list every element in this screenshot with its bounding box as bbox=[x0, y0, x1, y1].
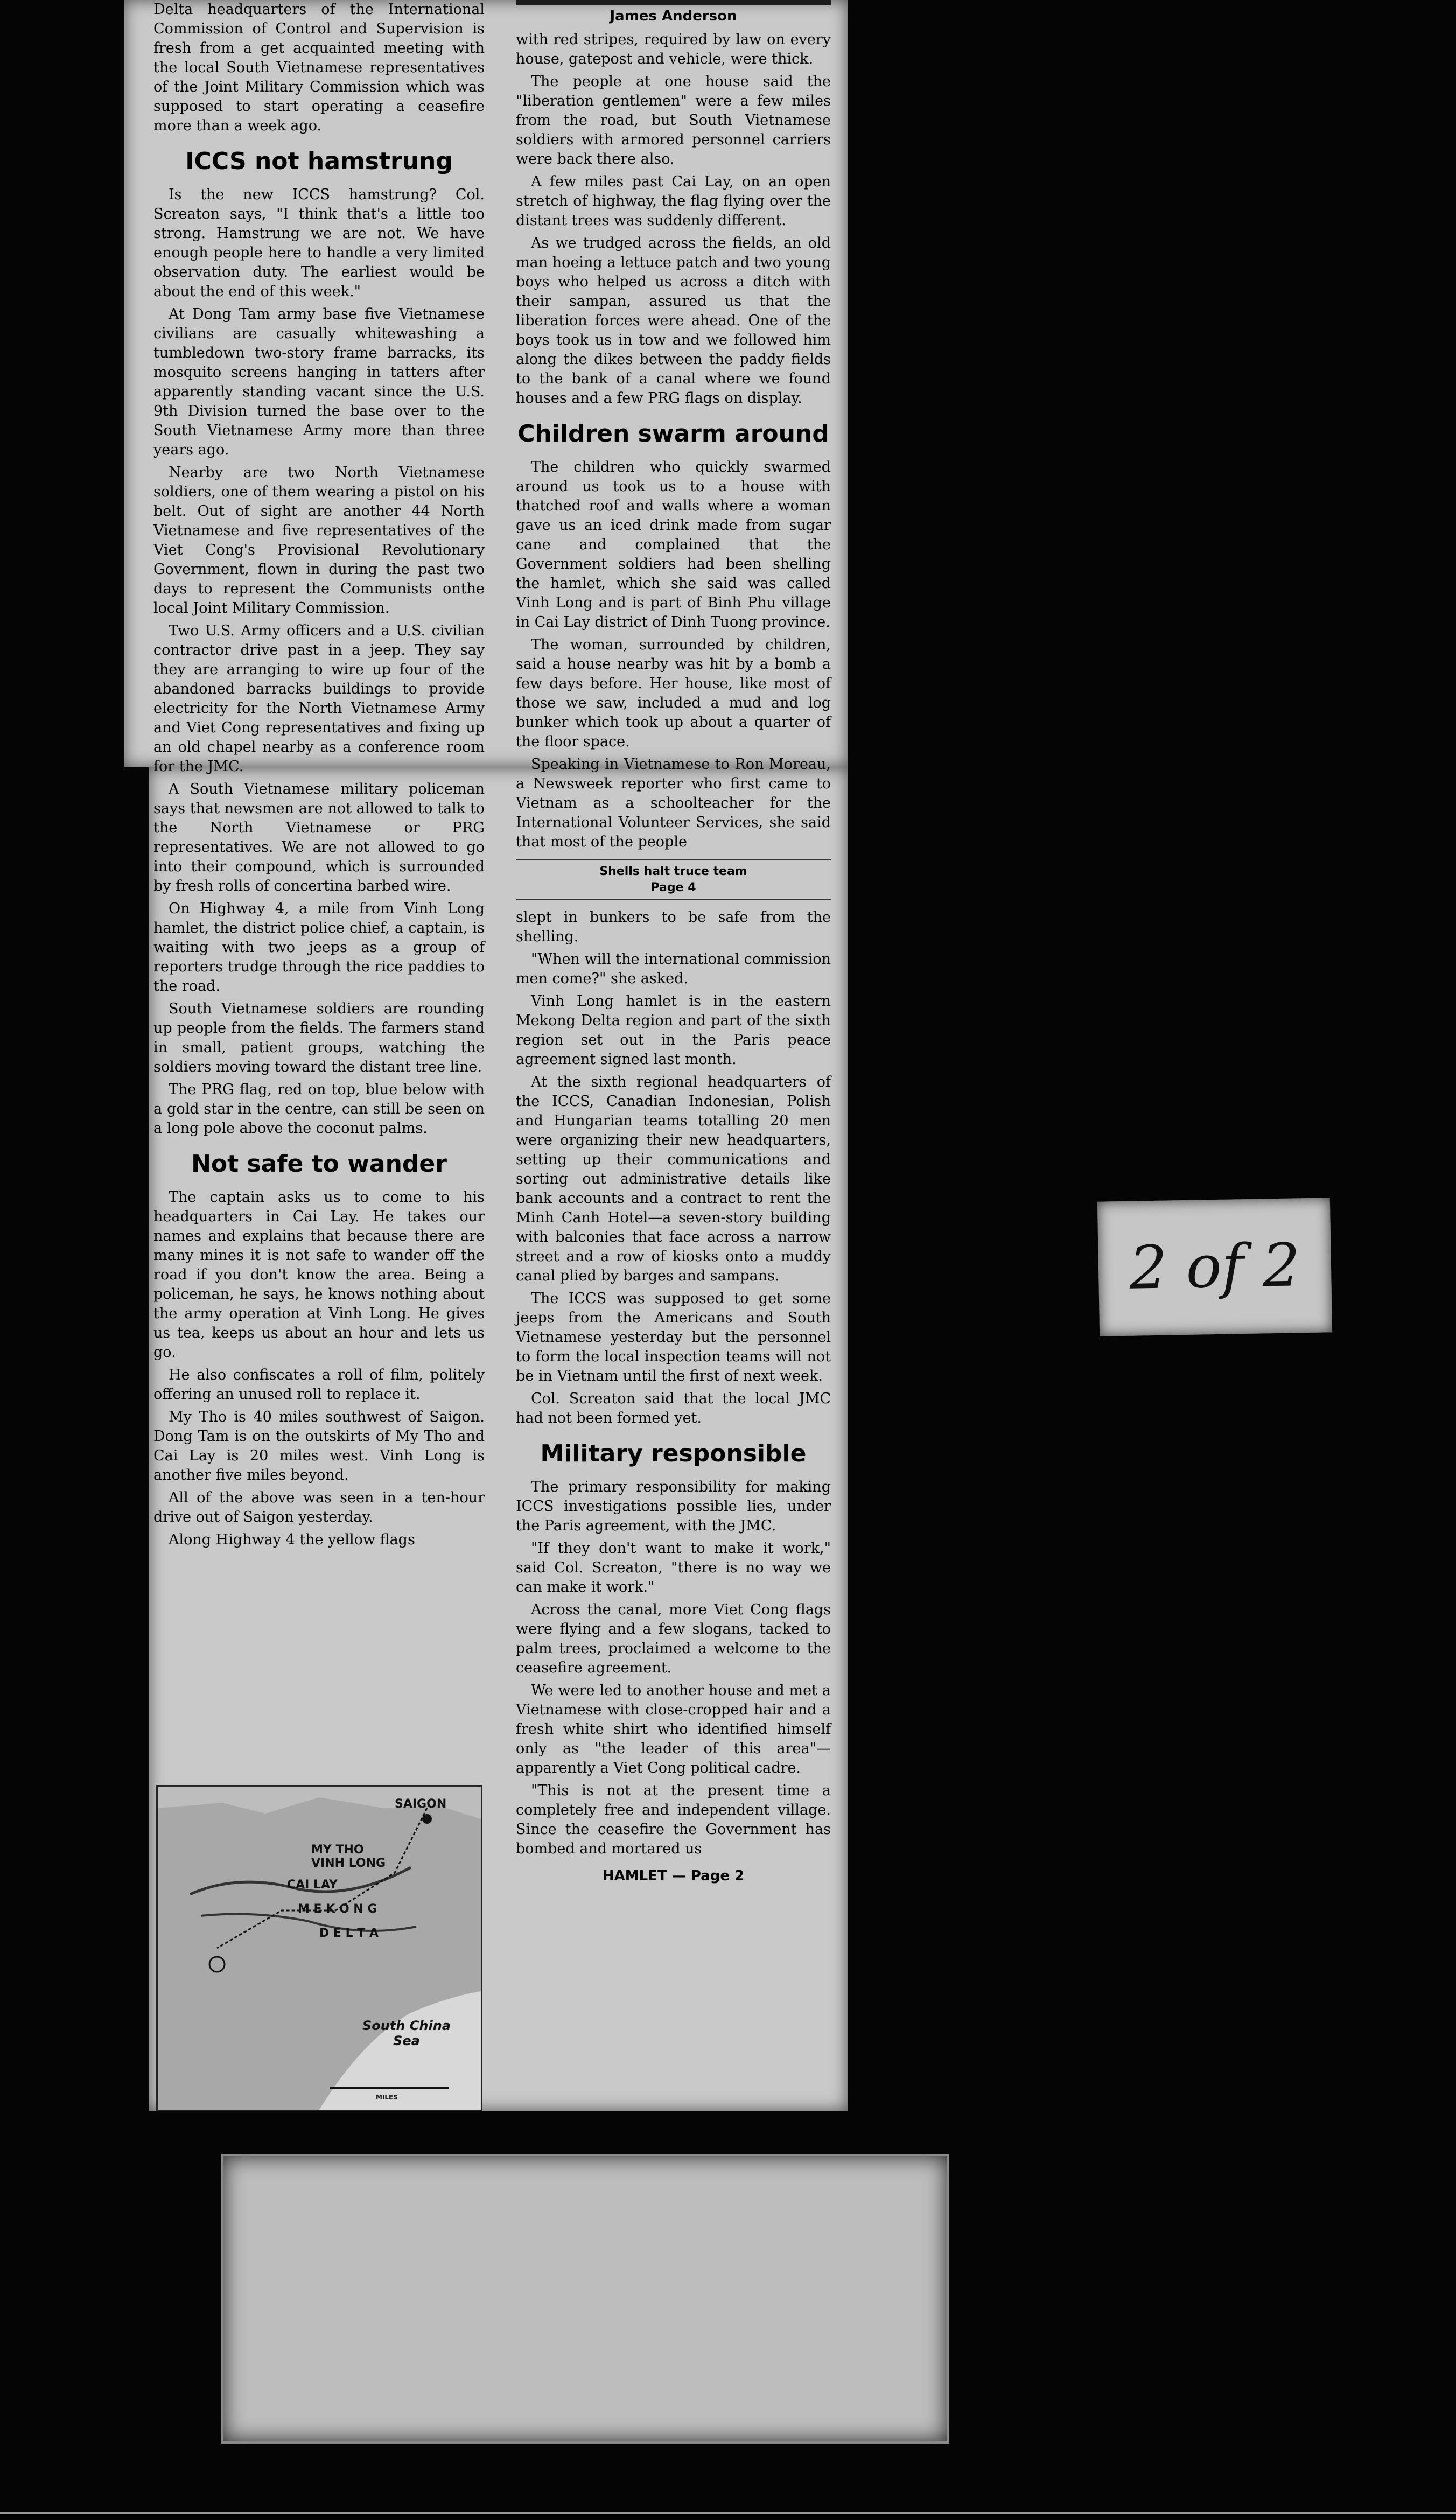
paragraph: Across the canal, more Viet Cong flags were flying and a few slogans, tacked to palm trees, proclaimed a welcome to the ceasefire agreement. bbox=[516, 1601, 831, 1676]
paragraph: The children who quickly swarmed around us took us to a house with thatched roof and walls where a woman gave us an iced drink made from sugar cane and complained that the Government soldiers had been shelling the hamlet, which she said was called Vinh Long and is part of Binh Phu village in Cai Lay district of Dinh Tuong province. bbox=[516, 459, 831, 631]
paragraph: The people at one house said the "liberation gentlemen" were a few miles from the road, but South Vietnamese soldiers with armored personnel carriers were back there also. bbox=[516, 73, 831, 167]
saigon-dot bbox=[422, 1814, 432, 1824]
subheading-iccs-not-hamstrung: ICCS not hamstrung bbox=[185, 148, 453, 175]
map-label-sea bbox=[362, 2018, 451, 2048]
paragraph: At the sixth regional headquarters of the ICCS, Canadian Indonesian, Polish and Hungarian teams totalling 20 men were organizing their new headquarters, setting up their communications and sorting out administrative details like bank accounts and a contract to rent the Minh Canh Hotel—a seven-story building with balconies that face across a narrow street and a row of kiosks onto a muddy canal plied by barges and sampans. bbox=[516, 1074, 831, 1284]
article-right-column bbox=[516, 0, 831, 1886]
paragraph: with red stripes, required by law on every house, gatepost and vehicle, were thick. bbox=[516, 31, 831, 67]
subheading-children-swarm-around: Children swarm around bbox=[517, 420, 829, 447]
paragraph: A few miles past Cai Lay, on an open stretch of highway, the flag flying over the distant trees was suddenly different. bbox=[516, 173, 831, 229]
paragraph: Speaking in Vietnamese to Ron Moreau, a Newsweek reporter who first came to Vietnam as a schoolteacher for the International Volunteer Services, she said that most of the people bbox=[516, 756, 831, 850]
map-label-saigon: SAIGON bbox=[395, 1797, 447, 1811]
map-label-mekong: M E K O N G bbox=[298, 1902, 377, 1916]
paragraph: Along Highway 4 the yellow flags bbox=[169, 1531, 415, 1548]
paragraph: On Highway 4, a mile from Vinh Long hamlet, the district police chief, a captain, is waiting with two jeeps as a group of reporters trudge through the rice paddies to the road. bbox=[153, 900, 485, 995]
paragraph: He also confiscates a roll of film, politely offering an unused roll to replace it. bbox=[153, 1367, 485, 1403]
sea-line-2: Sea bbox=[393, 2033, 420, 2048]
paragraph: At Dong Tam army base five Vietnamese civilians are casually whitewashing a tumbledown two-story frame barracks, its mosquito screens hanging in tatters after apparently standing vacant since the U.S. 9th Division turned the base over to the South Vietnamese Army more than three years ago. bbox=[153, 306, 485, 458]
paragraph: slept in bunkers to be safe from the shelling. bbox=[516, 909, 831, 945]
archive-tag-text: 2 of 2 bbox=[1129, 1230, 1301, 1303]
paragraph: Delta headquarters of the International Commission of Control and Supervision is fresh from a get acquainted meeting with the local South Vietnamese representatives of the Joint Military Commission which was supposed to start operating a ceasefire more than a week ago. bbox=[153, 1, 485, 134]
paragraph: Nearby are two North Vietnamese soldiers, one of them wearing a pistol on his belt. Out of sight are another 44 North Vietnamese and five representatives of the Viet Cong's Provisional Revolutionary Government, flown in during the past two days to represent the Communists onthe local Joint Military Commission. bbox=[153, 464, 485, 617]
paragraph: We were led to another house and met a Vietnamese with close-cropped hair and a fresh white shirt who identified himself only as "the leader of this area"—apparently a Viet Cong political cadre. bbox=[516, 1682, 831, 1776]
map-drawing bbox=[158, 1787, 481, 2110]
paragraph: Col. Screaton said that the local JMC had not been formed yet. bbox=[516, 1390, 831, 1426]
subheading-military-responsible: Military responsible bbox=[540, 1440, 807, 1467]
blank-card bbox=[221, 2154, 949, 2444]
paragraph: The woman, surrounded by children, said a house nearby was hit by a bomb a few days before. Her house, like most of those we saw, included a mud and log bunker which took up about a quarter of the floor space. bbox=[516, 636, 831, 750]
paragraph: Is the new ICCS hamstrung? Col. Screaton says, "I think that's a little too strong. Hamstrung we are not. We have enough people here to handle a very limited observation duty. The earliest would be about the end of this week." bbox=[153, 186, 485, 300]
archive-tag bbox=[1097, 1198, 1332, 1336]
scan-edge-line bbox=[0, 2512, 1456, 2514]
sea-line-1: South China bbox=[362, 2018, 451, 2033]
paragraph: South Vietnamese soldiers are rounding up people from the fields. The farmers stand in small, patient groups, watching the soldiers moving toward the distant tree line. bbox=[153, 1000, 485, 1075]
article-left-column bbox=[153, 0, 485, 1553]
paragraph: The PRG flag, red on top, blue below with a gold star in the centre, can still be seen on a long pole above the coconut palms. bbox=[153, 1081, 485, 1137]
map-label-my-tho: MY THO bbox=[311, 1843, 364, 1857]
paragraph: A South Vietnamese military policeman says that newsmen are not allowed to talk to the North Vietnamese or PRG representatives. We are not allowed to go into their compound, which is surrounded by fresh rolls of concertina barbed wire. bbox=[153, 781, 485, 894]
jump-page: Page 4 bbox=[650, 881, 696, 894]
map-label-miles: MILES bbox=[376, 2094, 398, 2101]
paragraph: Vinh Long hamlet is in the eastern Mekong Delta region and part of the sixth region set out in the Paris peace agreement signed last month. bbox=[516, 993, 831, 1068]
paragraph: "When will the international commission men come?" she asked. bbox=[516, 951, 831, 987]
map-label-cai-lay: CAI LAY bbox=[287, 1878, 338, 1892]
subheading-not-safe-to-wander: Not safe to wander bbox=[191, 1150, 447, 1178]
paragraph: My Tho is 40 miles southwest of Saigon. Dong Tam is on the outskirts of My Tho and Cai Lay is 20 miles west. Vinh Long is another five miles beyond. bbox=[153, 1409, 485, 1483]
paragraph: The ICCS was supposed to get some jeeps from the Americans and South Vietnamese yesterday but the personnel to form the local inspection teams will not be in Vietnam until the first of next week. bbox=[516, 1290, 831, 1384]
jump-headline: Shells halt truce team bbox=[599, 865, 747, 878]
paragraph: "This is not at the present time a completely free and independent village. Since the ceasefire the Government has bombed and mortared us bbox=[516, 1782, 831, 1857]
paragraph: The captain asks us to come to his headquarters in Cai Lay. He takes our names and explains that because there are many mines it is not safe to wander off the road if you don't know the area. Being a policeman, he says, he knows nothing about the army operation at Vinh Long. He gives us tea, keeps us about an hour and lets us go. bbox=[153, 1189, 485, 1361]
paragraph: "If they don't want to make it work," said Col. Screaton, "there is no way we can make it work." bbox=[516, 1540, 831, 1595]
paragraph: The primary responsibility for making ICCS investigations possible lies, under the Paris agreement, with the JMC. bbox=[516, 1479, 831, 1534]
mekong-delta-map bbox=[156, 1785, 482, 2111]
paragraph: Two U.S. Army officers and a U.S. civilian contractor drive past in a jeep. They say they are arranging to wire up four of the abandoned barracks buildings to provide electricity for the North Vietnamese Army and Viet Cong representatives and fixing up an old chapel nearby as a conference room for the JMC. bbox=[153, 622, 485, 775]
map-label-vinh-long: VINH LONG bbox=[311, 1857, 386, 1870]
jump-reference bbox=[516, 859, 831, 900]
paragraph: All of the above was seen in a ten-hour drive out of Saigon yesterday. bbox=[153, 1489, 485, 1525]
map-label-delta: D E L T A bbox=[319, 1927, 379, 1940]
continued-line: HAMLET — Page 2 bbox=[602, 1868, 745, 1884]
paragraph: As we trudged across the fields, an old man hoeing a lettuce patch and two young boys who helped us across a ditch with their sampan, assured us that the liberation forces were ahead. One of the boys took us in tow and we followed him along the dikes between the paddy fields to the bank of a canal where we found houses and a few PRG flags on display. bbox=[516, 235, 831, 407]
byline: James Anderson bbox=[516, 0, 831, 26]
